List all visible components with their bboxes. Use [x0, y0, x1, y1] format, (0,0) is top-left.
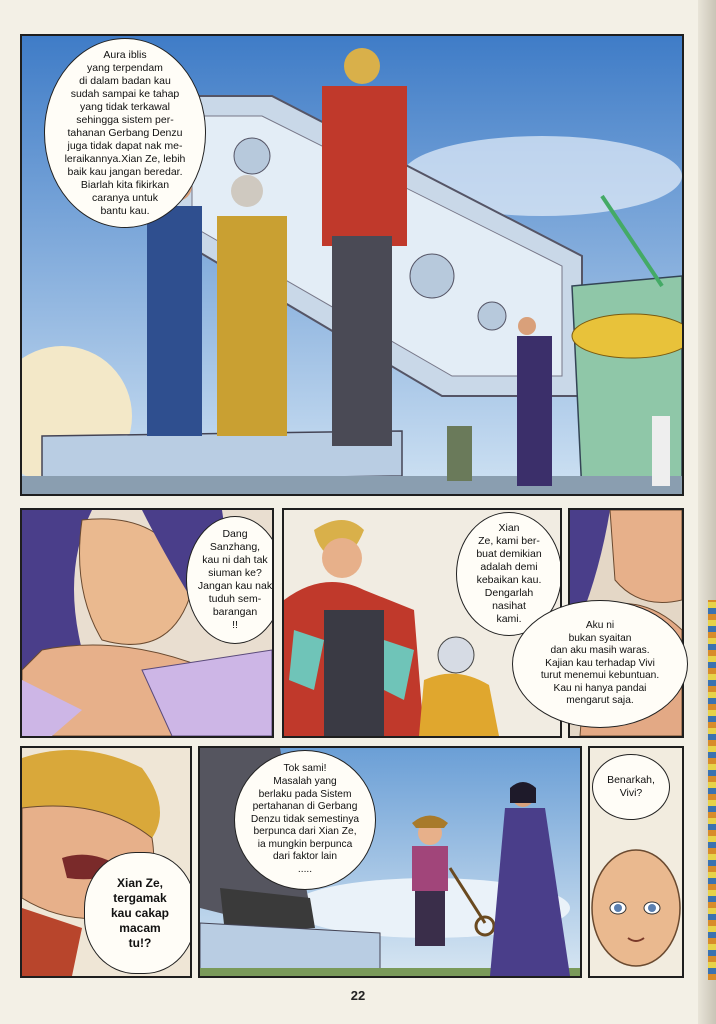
- panel-7: [588, 746, 684, 978]
- panel-3: [282, 508, 562, 738]
- panel-6: [198, 746, 582, 978]
- panel-1: [20, 34, 684, 496]
- speech-bubble-panel-1: Aura iblis yang terpendam di dalam badan kau sudah sampai ke tahap yang tidak terkawal sehingga sistem per- tahanan Gerbang Denzu juga tidak dapat nak me- leraikannya.Xian Ze, lebih baik kau jangan beredar. Biarlah kita fikirkan caranya untuk bantu kau.: [44, 38, 206, 228]
- panel-2: [20, 508, 274, 738]
- speech-bubble-panel-3: Xian Ze, kami ber- buat demikian adalah demi kebaikan kau. Dengarlah nasihat kami.: [456, 512, 562, 636]
- panel-5: [20, 746, 192, 978]
- speech-bubble-panel-7: Benarkah, Vivi?: [592, 754, 670, 820]
- speech-bubble-panel-4: Aku ni bukan syaitan dan aku masih waras. Kajian kau terhadap Vivi turut menemui kebuntuan. Kau ni hanya pandai mengarut saja.: [512, 600, 688, 728]
- speech-bubble-panel-2: Dang Sanzhang, kau ni dah tak siuman ke? Jangan kau nak tuduh sem- barangan !!: [186, 516, 274, 644]
- page-number: 22: [350, 988, 366, 1003]
- adjacent-page-spine: [708, 600, 716, 980]
- speech-bubble-panel-5: Xian Ze, tergamak kau cakap macam tu!?: [84, 852, 192, 974]
- speech-bubble-panel-6: Tok sami! Masalah yang berlaku pada Sistem pertahanan di Gerbang Denzu tidak semestinya berpunca dari Xian Ze, ia mungkin berpunca dari faktor lain .....: [234, 750, 376, 890]
